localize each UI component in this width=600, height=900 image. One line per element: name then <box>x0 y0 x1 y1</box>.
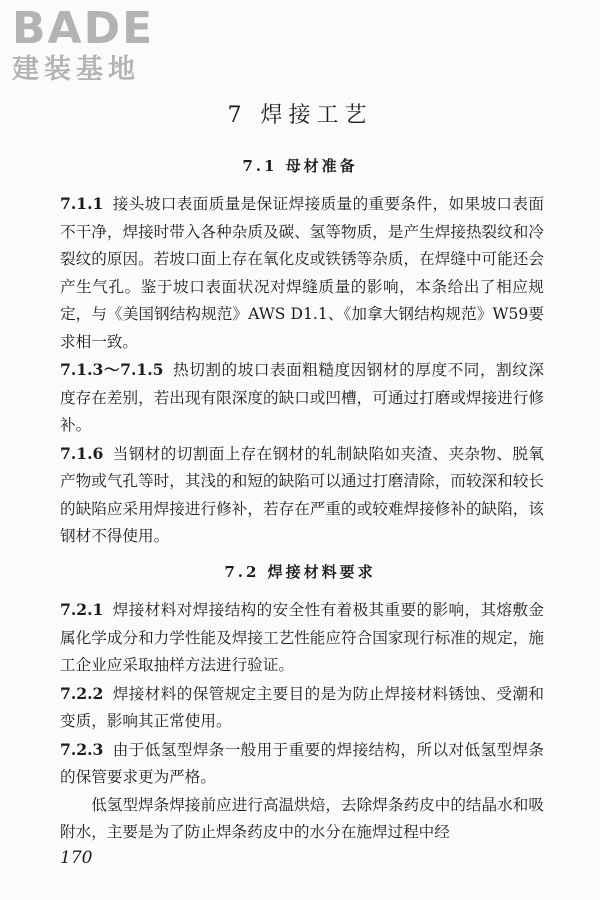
clause-7-2-2 <box>60 680 544 736</box>
clause-text: 焊接材料的保管规定主要目的是为防止焊接材料锈蚀、受潮和变质，影响其正常使用。 <box>60 684 544 730</box>
clause-7-1-6 <box>60 440 544 551</box>
clause-text: 由于低氢型焊条一般用于重要的焊接结构，所以对低氢型焊条的保管要求更为严格。 <box>60 740 544 786</box>
clause-text: 当钢材的切割面上存在钢材的轧制缺陷如夹渣、夹杂物、脱氧产物或气孔等时，其浅的和短的缺陷可以通过打磨清除，而较深和较长的缺陷应采用焊接进行修补，若存在严重的或较难焊接修补的缺陷，该钢材不得使用。 <box>60 444 544 545</box>
continuation-paragraph <box>60 792 544 847</box>
clause-number: 7.2.1 <box>60 600 104 619</box>
section-title-7-1: 7.1 母材准备 <box>242 157 358 175</box>
clause-text: 接头坡口表面质量是保证焊接质量的重要条件，如果坡口表面不干净，焊接时带入各种杂质及碳、氢等物质，是产生焊接热裂纹和冷裂纹的原因。若坡口面上存在氧化皮或铁锈等杂质，在焊缝中可能还会产生气孔。鉴于坡口表面状况对焊缝质量的影响，本条给出了相应规定，与《美国钢结构规范》AWS D1.1、《加拿大钢结构规范》W59要求相一致。 <box>60 195 544 351</box>
logo-brand: BADE <box>12 3 155 54</box>
clause-text: 低氢型焊条焊接前应进行高温烘焙，去除焊条药皮中的结晶水和吸附水，主要是为了防止焊条药皮中的水分在施焊过程中经 <box>60 795 544 841</box>
chapter-title: 7 焊接工艺 <box>227 103 373 128</box>
bade-logo <box>12 3 155 86</box>
section-title-7-2: 7.2 焊接材料要求 <box>224 563 376 581</box>
clause-number: 7.1.6 <box>60 443 104 463</box>
clause-7-1-3-to-7-1-5 <box>60 356 544 440</box>
clause-number: 7.2.2 <box>60 683 104 703</box>
section-7-1-body <box>60 190 544 551</box>
clause-text: 焊接材料对焊接结构的安全性有着极其重要的影响，其熔敷金属化学成分和力学性能及焊接工艺性能应符合国家现行标准的规定，施工企业应采取抽样方法进行验证。 <box>60 601 544 674</box>
section-7-2-body <box>60 596 544 847</box>
clause-7-2-3 <box>60 736 544 792</box>
clause-7-1-1 <box>60 190 544 356</box>
page-number: 170 <box>60 848 93 868</box>
clause-text: 热切割的坡口表面粗糙度因钢材的厚度不同，割纹深度存在差别，若出现有限深度的缺口或凹槽，可通过打磨或焊接进行修补。 <box>60 361 544 434</box>
clause-number: 7.1.3～7.1.5 <box>60 360 164 379</box>
logo-tagline: 建装基地 <box>12 54 140 85</box>
clause-7-2-1 <box>60 596 544 680</box>
clause-number: 7.2.3 <box>60 739 104 759</box>
clause-number: 7.1.1 <box>60 194 104 213</box>
